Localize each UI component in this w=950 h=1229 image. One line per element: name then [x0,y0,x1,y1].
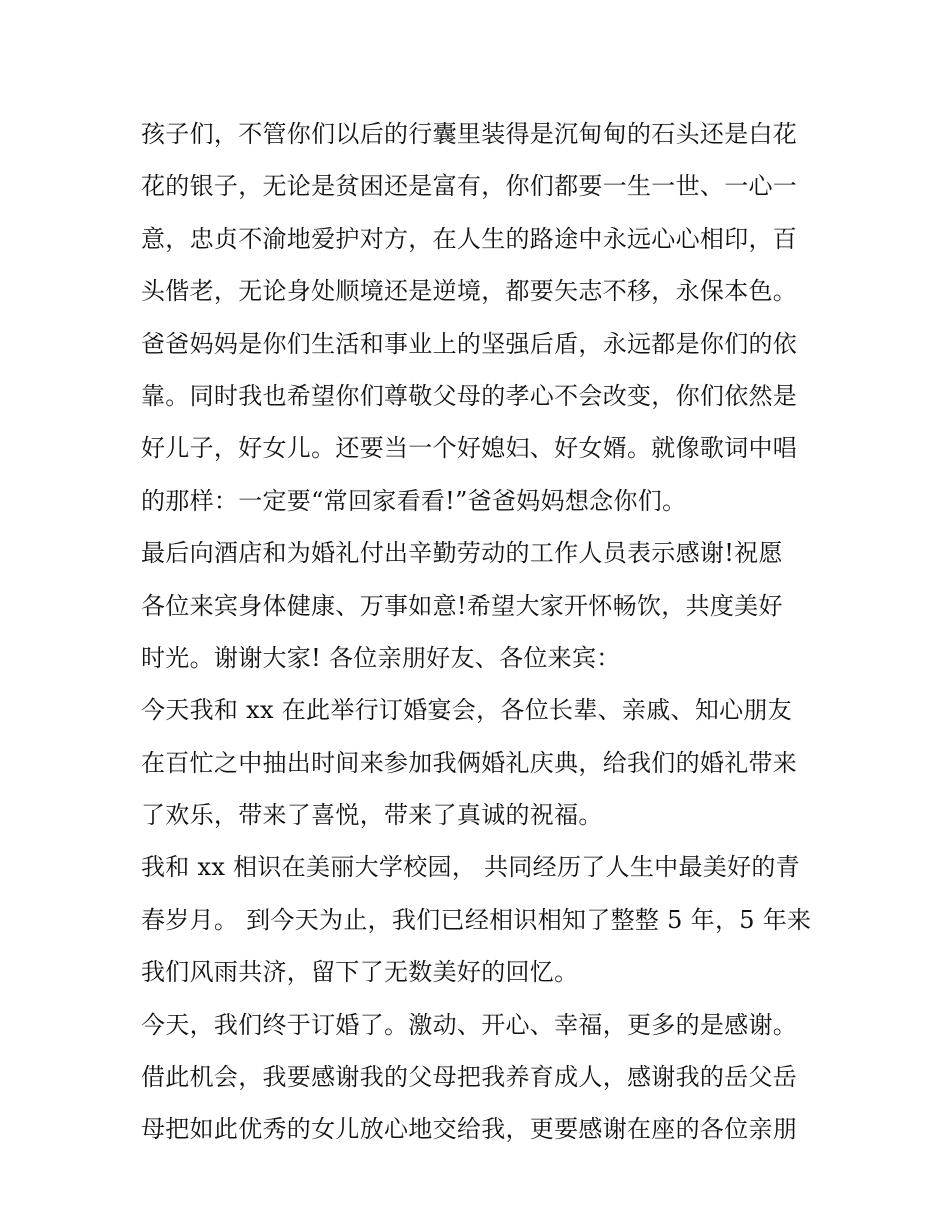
text-line: 最后向酒店和为婚礼付出辛勤劳动的工作人员表示感谢!祝愿 [141,539,783,568]
text-line: 好儿子，好女儿。还要当一个好媳妇、好女婿。就像歌词中唱 [141,434,798,463]
text-line: 了欢乐，带来了喜悦，带来了真诚的祝福。 [141,801,603,830]
text-line: 我和 xx 相识在美丽大学校园， 共同经历了人生中最美好的青 [141,853,800,882]
text-line: 今天我和 xx 在此举行订婚宴会，各位长辈、亲戚、知心朋友 [141,696,793,725]
text-line: 的那样：一定要“常回家看看!”爸爸妈妈想念你们。 [141,486,687,515]
text-line: 我们风雨共济，留下了无数美好的回忆。 [141,958,579,987]
text-line: 在百忙之中抽出时间来参加我俩婚礼庆典，给我们的婚礼带来 [141,748,798,777]
text-line: 孩子们，不管你们以后的行囊里装得是沉甸甸的石头还是白花 [141,120,798,148]
text-line: 头偕老，无论身处顺境还是逆境，都要矢志不移，永保本色。 [141,277,798,306]
text-line: 时光。谢谢大家! 各位亲朋好友、各位来宾： [141,643,621,672]
text-line: 今天，我们终于订婚了。激动、开心、幸福，更多的是感谢。 [141,1010,798,1039]
text-line: 母把如此优秀的女儿放心地交给我，更要感谢在座的各位亲朋 [141,1115,798,1144]
text-line: 借此机会，我要感谢我的父母把我养育成人，感谢我的岳父岳 [141,1063,798,1092]
text-line: 爸爸妈妈是你们生活和事业上的坚强后盾，永远都是你们的依 [141,329,798,358]
text-line: 意，忠贞不渝地爱护对方，在人生的路途中永远心心相印，百 [141,224,798,253]
speech-text [141,108,821,1156]
text-line: 靠。同时我也希望你们尊敬父母的孝心不会改变，你们依然是 [141,381,798,410]
text-line: 各位来宾身体健康、万事如意!希望大家开怀畅饮，共度美好 [141,591,783,620]
text-line: 花的银子，无论是贫困还是富有，你们都要一生一世、一心一 [141,172,798,201]
text-line: 春岁月。 到今天为止，我们已经相识相知了整整 5 年，5 年来 [141,905,812,934]
